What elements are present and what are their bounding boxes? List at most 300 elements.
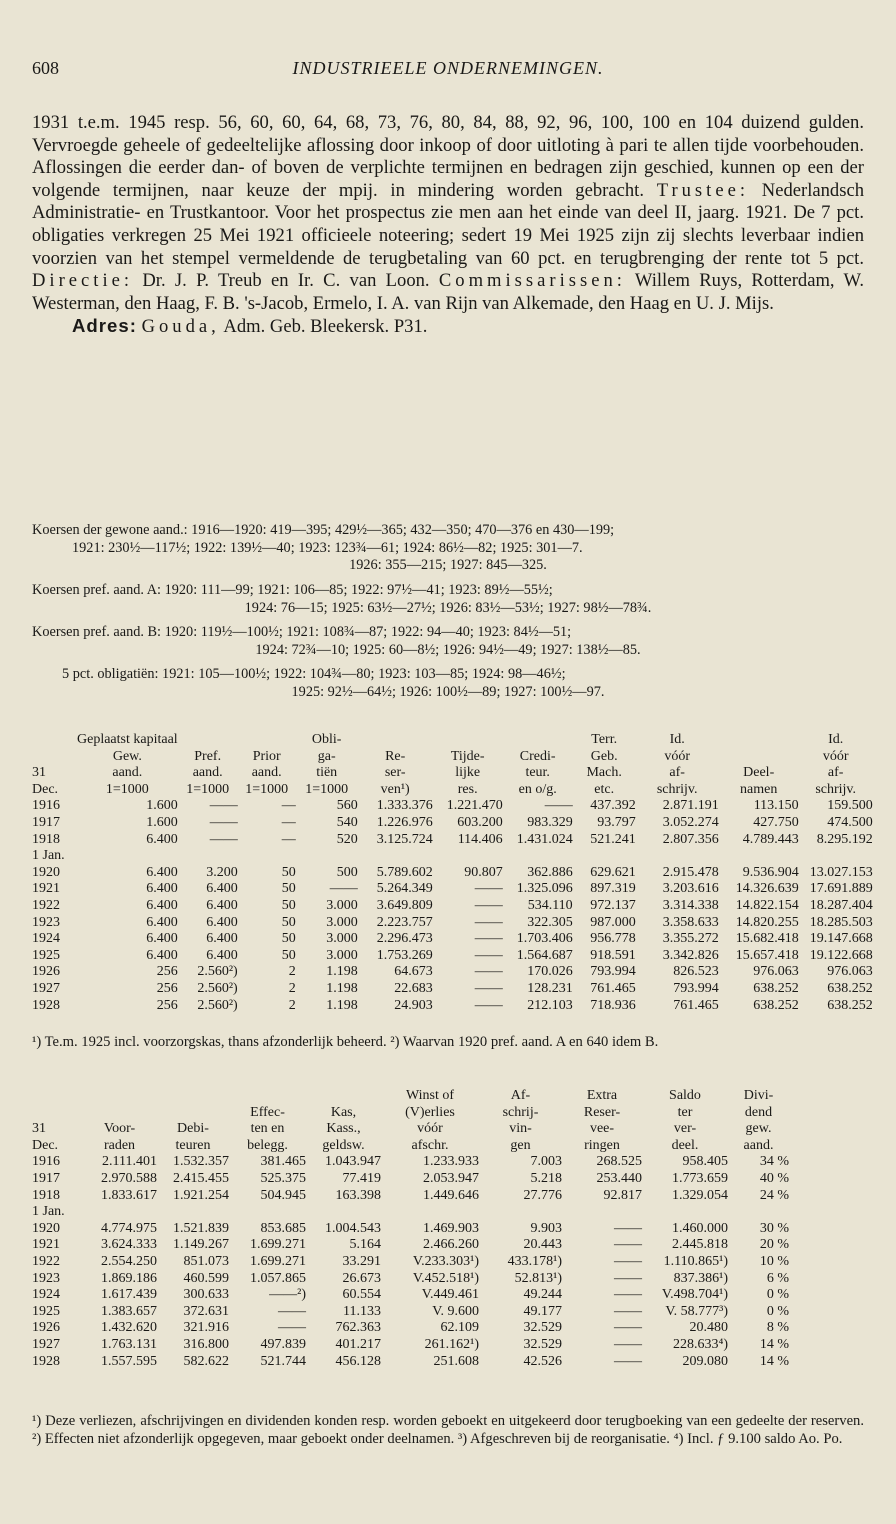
- row-label: 1924: [32, 931, 60, 947]
- header-row: [32, 782, 873, 799]
- table-cell: 17.691.889: [809, 881, 873, 897]
- balance-footnote: [32, 1034, 864, 1052]
- table-row: [32, 948, 873, 965]
- directie-label: Directie:: [32, 270, 134, 292]
- table-cell: 15.657.418: [735, 947, 799, 963]
- table-cell: 1.226.976: [376, 814, 433, 830]
- table-cell: 897.319: [590, 881, 636, 897]
- table-cell: V.233.303¹): [412, 1253, 479, 1269]
- table-cell: 5.218: [530, 1170, 562, 1186]
- table-cell: ——: [209, 798, 238, 814]
- table-row: [32, 998, 873, 1015]
- table-cell: [433, 848, 503, 865]
- table-cell: 6.400: [146, 914, 178, 930]
- table-cell: 427.750: [753, 814, 799, 830]
- table-cell: 3.000: [326, 947, 358, 963]
- header-cell: teur.: [525, 765, 550, 781]
- table-row: [32, 915, 873, 932]
- table-cell: 1.221.470: [446, 798, 503, 814]
- table-cell: 1.703.406: [516, 931, 573, 947]
- table-cell: 762.363: [335, 1320, 381, 1336]
- table-row: [32, 865, 873, 882]
- table-cell: 976.063: [827, 964, 873, 980]
- table-cell: 62.109: [440, 1320, 479, 1336]
- table-cell: 14 %: [759, 1336, 789, 1352]
- row-label: 1917: [32, 1170, 60, 1186]
- table-cell: 2.111.401: [102, 1154, 157, 1170]
- header-cell: vóór: [822, 748, 849, 764]
- adres-rest: Adm. Geb. Bleekersk. P31.: [223, 316, 428, 338]
- table-cell: 2.970.588: [101, 1170, 157, 1186]
- table-cell: 1.460.000: [672, 1220, 728, 1236]
- trustee-label: Trustee:: [656, 179, 750, 201]
- results-table-body: [32, 1154, 789, 1370]
- table-row: [32, 1337, 789, 1354]
- table-cell: 19.147.668: [809, 931, 873, 947]
- table-cell: 90.807: [464, 864, 503, 880]
- header-cell: schrij-: [502, 1104, 539, 1120]
- header-cell: lijke: [455, 765, 481, 781]
- table-cell: 500: [336, 864, 358, 880]
- table-cell: ——: [474, 914, 503, 930]
- table-cell: 34 %: [759, 1154, 789, 1170]
- table-cell: 629.621: [590, 864, 636, 880]
- header-row: [32, 1121, 789, 1138]
- balance-table: [32, 732, 873, 1014]
- table-cell: 1.600: [146, 798, 178, 814]
- table-cell: [157, 1204, 229, 1221]
- row-label: 1917: [32, 814, 60, 830]
- table-cell: 92.817: [603, 1187, 642, 1203]
- table-cell: 8 %: [766, 1320, 789, 1336]
- table-cell: [178, 848, 238, 865]
- table-cell: 638.252: [753, 980, 799, 996]
- table-cell: 77.419: [342, 1170, 381, 1186]
- table-cell: [642, 1204, 728, 1221]
- table-cell: 256: [156, 997, 178, 1013]
- table-cell: 32.529: [523, 1320, 562, 1336]
- table-cell: ——: [209, 831, 238, 847]
- koersen-line: 1921: 230½—117½; 1922: 139½—40; 1923: 123¾—61; 1924: 86½—82; 1925: 301—7.: [72, 539, 583, 556]
- row-label: 1 Jan.: [32, 1204, 65, 1220]
- table-cell: 22.683: [394, 980, 433, 996]
- header-row: [32, 1105, 789, 1122]
- table-cell: 113.150: [753, 798, 799, 814]
- results-footnote: [32, 1413, 864, 1448]
- table-cell: ——: [474, 897, 503, 913]
- table-cell: [503, 848, 573, 865]
- table-cell: 1.432.620: [101, 1320, 157, 1336]
- intro-text-3: Dr. J. P. Treub en Ir. C. van Loon.: [142, 270, 430, 292]
- table-cell: 14 %: [759, 1353, 789, 1369]
- table-cell: ——: [544, 798, 573, 814]
- header-cell: vóór: [664, 748, 691, 764]
- table-cell: 6.400: [146, 947, 178, 963]
- table-cell: 170.026: [527, 964, 573, 980]
- header-cell: [719, 749, 799, 766]
- table-cell: 49.177: [523, 1303, 562, 1319]
- header-cell: vóór: [417, 1121, 443, 1137]
- table-cell: 128.231: [527, 980, 573, 996]
- header-cell: 1=1000: [186, 781, 230, 797]
- header-cell: ser-: [384, 765, 406, 781]
- table-cell: [82, 1204, 157, 1221]
- results-table: [32, 1088, 789, 1370]
- table-cell: 987.000: [590, 914, 636, 930]
- table-cell: 1.333.376: [376, 798, 433, 814]
- table-cell: [799, 848, 873, 865]
- header-cell: [433, 732, 503, 749]
- table-cell: ——: [614, 1336, 642, 1352]
- header-cell: [503, 732, 573, 749]
- table-cell: 159.500: [827, 798, 873, 814]
- header-cell: aand.: [743, 1137, 774, 1153]
- adres-city: Gouda,: [141, 316, 220, 338]
- table-cell: 1.532.357: [173, 1154, 229, 1170]
- table-cell: 40 %: [759, 1170, 789, 1186]
- header-cell: [157, 1105, 229, 1122]
- table-cell: 316.800: [183, 1336, 229, 1352]
- table-cell: 401.217: [335, 1336, 381, 1352]
- table-cell: 525.375: [260, 1170, 306, 1186]
- koersen-line: 1924: 76—15; 1925: 63½—27½; 1926: 83½—53½; 1927: 98½—78¾.: [244, 599, 652, 616]
- koersen-line: Koersen der gewone aand.: 1916—1920: 419—395; 429½—365; 432—350; 470—376 en 430—199;: [32, 522, 615, 538]
- header-cell: 1=1000: [245, 781, 289, 797]
- table-cell: ——: [614, 1253, 642, 1269]
- header-cell: ten en: [250, 1121, 285, 1137]
- running-title: INDUSTRIEELE ONDERNEMINGEN.: [292, 58, 604, 78]
- table-cell: 1.431.024: [516, 831, 573, 847]
- table-cell: 42.526: [523, 1353, 562, 1369]
- header-cell: Reser-: [583, 1104, 621, 1120]
- table-cell: 253.440: [596, 1170, 642, 1186]
- table-cell: 52.813¹): [514, 1270, 562, 1286]
- table-cell: 14.820.255: [735, 914, 799, 930]
- table-cell: 209.080: [682, 1353, 728, 1369]
- table-cell: 520: [336, 831, 358, 847]
- table-cell: 1.600: [146, 814, 178, 830]
- table-cell: [573, 848, 636, 865]
- row-label: 1926: [32, 1320, 60, 1336]
- header-cell: Credi-: [519, 748, 556, 764]
- header-cell: res.: [457, 781, 478, 797]
- header-cell: belegg.: [247, 1137, 288, 1153]
- table-cell: 1.557.595: [101, 1353, 157, 1369]
- koersen-line: 5 pct. obligatiën: 1921: 105—100½; 1922: 104¾—80; 1923: 103—85; 1924: 98—46½;: [62, 666, 566, 682]
- table-cell: ——: [474, 997, 503, 1013]
- row-label: 1922: [32, 897, 60, 913]
- table-cell: 1.004.543: [325, 1220, 381, 1236]
- table-cell: 540: [336, 814, 358, 830]
- table-cell: 30 %: [759, 1220, 789, 1236]
- table-cell: —: [281, 798, 296, 814]
- table-cell: ——: [614, 1287, 642, 1303]
- table-cell: 18.287.404: [809, 897, 873, 913]
- table-cell: 976.063: [753, 964, 799, 980]
- row-label: 1 Jan.: [32, 848, 65, 864]
- footnote-text: ¹) Te.m. 1925 incl. voorzorgskas, thans afzonderlijk beheerd. ²) Waarvan 1920 pref. aand. A en 640 idem B.: [32, 1034, 659, 1050]
- table-cell: 20.443: [523, 1237, 562, 1253]
- table-cell: 6.400: [146, 864, 178, 880]
- table-cell: 1.773.659: [672, 1170, 728, 1186]
- table-cell: 11.133: [343, 1303, 381, 1319]
- header-cell: Pref.: [194, 748, 222, 764]
- table-cell: 2.466.260: [423, 1237, 479, 1253]
- table-cell: 853.685: [260, 1220, 306, 1236]
- table-cell: 24.903: [394, 997, 433, 1013]
- table-cell: ——: [474, 947, 503, 963]
- table-cell: 5.164: [349, 1237, 381, 1253]
- table-cell: 4.789.443: [742, 831, 799, 847]
- header-cell: Geplaatst kapitaal: [77, 732, 178, 747]
- table-cell: 433.178¹): [507, 1253, 562, 1269]
- table-cell: ——: [614, 1353, 642, 1369]
- table-cell: 6.400: [206, 931, 238, 947]
- table-cell: 114.406: [457, 831, 503, 847]
- table-cell: 15.682.418: [735, 931, 799, 947]
- table-cell: 2.807.356: [662, 831, 719, 847]
- header-cell: etc.: [594, 781, 615, 797]
- table-cell: 3.200: [206, 864, 238, 880]
- header-cell: Divi-: [743, 1088, 774, 1103]
- row-label: 1920: [32, 864, 60, 880]
- header-cell: Mach.: [586, 765, 622, 781]
- header-row: [32, 1138, 789, 1155]
- table-cell: ——: [614, 1237, 642, 1253]
- table-cell: 9.536.904: [742, 864, 799, 880]
- header-cell: deel.: [671, 1137, 699, 1153]
- table-cell: 2: [288, 980, 296, 996]
- table-cell: 6 %: [766, 1270, 789, 1286]
- header-cell: [32, 732, 77, 749]
- table-cell: 256: [156, 964, 178, 980]
- header-cell: teuren: [175, 1137, 211, 1153]
- table-cell: 2.223.757: [376, 914, 433, 930]
- table-cell: V.452.518¹): [412, 1270, 479, 1286]
- table-cell: 3.125.724: [376, 831, 433, 847]
- table-cell: 14.822.154: [735, 897, 799, 913]
- table-row: [32, 1287, 789, 1304]
- table-cell: 1.383.657: [101, 1303, 157, 1319]
- table-cell: 2.560²): [197, 980, 238, 996]
- table-cell: 1.833.617: [101, 1187, 157, 1203]
- header-cell: geldsw.: [322, 1137, 365, 1153]
- table-cell: 6.400: [146, 931, 178, 947]
- table-cell: —: [281, 831, 296, 847]
- table-row: [32, 1154, 789, 1171]
- header-cell: raden: [103, 1137, 136, 1153]
- table-row: [32, 964, 873, 981]
- table-cell: 3.000: [326, 897, 358, 913]
- row-label: 1928: [32, 1353, 60, 1369]
- header-cell: 1=1000: [105, 781, 149, 797]
- table-cell: 603.200: [457, 814, 503, 830]
- table-cell: 50: [281, 931, 296, 947]
- koersen-gewone: [32, 522, 864, 575]
- header-cell: 31: [32, 765, 46, 781]
- row-label: 1925: [32, 947, 60, 963]
- table-cell: 2.053.947: [423, 1170, 479, 1186]
- header-cell: Deel-: [743, 765, 775, 781]
- table-cell: 1.869.186: [101, 1270, 157, 1286]
- table-cell: ——: [614, 1270, 642, 1286]
- row-label: 1926: [32, 964, 60, 980]
- table-cell: 6.400: [206, 947, 238, 963]
- table-cell: 6.400: [206, 897, 238, 913]
- table-cell: 582.622: [183, 1353, 229, 1369]
- table-cell: 718.936: [590, 997, 636, 1013]
- table-cell: 49.244: [523, 1287, 562, 1303]
- table-cell: 50: [281, 897, 296, 913]
- table-cell: 60.554: [342, 1287, 381, 1303]
- table-cell: 0 %: [766, 1287, 789, 1303]
- table-cell: 93.797: [597, 814, 636, 830]
- table-cell: 20 %: [759, 1237, 789, 1253]
- table-cell: 50: [281, 864, 296, 880]
- header-row: [32, 749, 873, 766]
- table-cell: 1.043.947: [325, 1154, 381, 1170]
- table-cell: 3.314.338: [662, 897, 719, 913]
- header-cell: Dec.: [32, 781, 59, 797]
- header-cell: Kass.,: [326, 1121, 361, 1137]
- table-cell: 2: [288, 997, 296, 1013]
- header-cell: [306, 1088, 381, 1105]
- balance-table-body: [32, 798, 873, 1014]
- table-cell: 851.073: [183, 1253, 229, 1269]
- table-cell: 228.633⁴): [672, 1336, 728, 1352]
- table-cell: 3.342.826: [662, 947, 719, 963]
- header-cell: [32, 1105, 82, 1122]
- table-cell: 5.264.349: [376, 881, 433, 897]
- table-cell: ——: [614, 1320, 642, 1336]
- table-cell: 2.871.191: [662, 798, 719, 814]
- table-cell: 958.405: [682, 1154, 728, 1170]
- table-cell: 2.560²): [197, 997, 238, 1013]
- header-cell: Effec-: [250, 1104, 285, 1120]
- header-cell: afschr.: [411, 1137, 449, 1153]
- koersen-pref-b: [32, 624, 864, 659]
- table-cell: 918.591: [590, 947, 636, 963]
- table-cell: 638.252: [827, 980, 873, 996]
- table-cell: 64.673: [394, 964, 433, 980]
- header-cell: namen: [740, 781, 778, 797]
- header-cell: 1=1000: [305, 781, 349, 797]
- table-cell: 1.763.131: [101, 1336, 157, 1352]
- table-cell: 1.057.865: [250, 1270, 306, 1286]
- header-cell: vee-: [589, 1121, 615, 1137]
- table-cell: 163.398: [335, 1187, 381, 1203]
- table-cell: 497.839: [260, 1336, 306, 1352]
- table-cell: 2.560²): [197, 964, 238, 980]
- table-cell: 19.122.668: [809, 947, 873, 963]
- header-cell: Debi-: [177, 1121, 209, 1137]
- header-cell: [82, 1088, 157, 1105]
- header-cell: aand.: [251, 765, 282, 781]
- page-number: 608: [32, 58, 59, 78]
- koersen-obligaties: [32, 666, 864, 701]
- table-row: [32, 848, 873, 865]
- table-cell: 50: [281, 947, 296, 963]
- table-row: [32, 981, 873, 998]
- table-cell: 437.392: [590, 798, 636, 814]
- table-cell: 761.465: [673, 997, 719, 1013]
- table-cell: 1.699.271: [250, 1253, 306, 1269]
- koersen-line: Koersen pref. aand. B: 1920: 119½—100½; 1921: 108¾—87; 1922: 94—40; 1923: 84½—51;: [32, 624, 572, 640]
- table-cell: 793.994: [590, 964, 636, 980]
- table-cell: 521.241: [590, 831, 636, 847]
- table-cell: ——: [474, 980, 503, 996]
- table-cell: 638.252: [753, 997, 799, 1013]
- table-row: [32, 1254, 789, 1271]
- table-cell: 1.198: [326, 980, 358, 996]
- table-row: [32, 1237, 789, 1254]
- header-cell: Gew.: [112, 748, 142, 764]
- table-cell: 27.776: [523, 1187, 562, 1203]
- table-cell: ——: [474, 881, 503, 897]
- commissarissen-label: Commissarissen:: [438, 270, 626, 292]
- table-cell: 826.523: [673, 964, 719, 980]
- table-cell: 521.744: [260, 1353, 306, 1369]
- header-cell: [719, 732, 799, 749]
- header-row: [32, 765, 873, 782]
- table-cell: 26.673: [342, 1270, 381, 1286]
- table-cell: 381.465: [260, 1154, 306, 1170]
- table-cell: 1.617.439: [101, 1287, 157, 1303]
- table-cell: 1.110.865¹): [663, 1253, 728, 1269]
- row-label: 1920: [32, 1220, 60, 1236]
- table-row: [32, 1320, 789, 1337]
- table-cell: 2: [288, 964, 296, 980]
- header-cell: en o/g.: [518, 781, 557, 797]
- header-cell: Id.: [669, 732, 685, 747]
- header-cell: Prior: [252, 748, 281, 764]
- koersen-line: 1926: 355—215; 1927: 845—325.: [349, 557, 547, 573]
- row-label: 1928: [32, 997, 60, 1013]
- header-cell: 31: [32, 1121, 46, 1137]
- table-cell: ——: [329, 881, 358, 897]
- table-row: [32, 1271, 789, 1288]
- table-cell: 251.608: [433, 1353, 479, 1369]
- table-cell: 372.631: [183, 1303, 229, 1319]
- table-cell: 5.789.602: [376, 864, 433, 880]
- header-cell: ringen: [584, 1137, 620, 1153]
- row-label: 1916: [32, 798, 60, 814]
- table-cell: 3.052.274: [662, 814, 719, 830]
- table-cell: 761.465: [590, 980, 636, 996]
- table-cell: V. 58.777³): [665, 1303, 728, 1319]
- row-label: 1923: [32, 914, 60, 930]
- table-cell: 7.003: [530, 1154, 562, 1170]
- table-cell: V. 9.600: [432, 1303, 479, 1319]
- table-cell: 1.329.054: [672, 1187, 728, 1203]
- header-cell: aand.: [192, 765, 223, 781]
- header-cell: [82, 1105, 157, 1122]
- table-cell: 3.624.333: [101, 1237, 157, 1253]
- table-cell: ——: [278, 1320, 306, 1336]
- table-cell: 3.000: [326, 931, 358, 947]
- table-cell: 474.500: [827, 814, 873, 830]
- table-cell: 32.529: [523, 1336, 562, 1352]
- table-cell: 212.103: [527, 997, 573, 1013]
- table-row: [32, 1171, 789, 1188]
- table-cell: 8.295.192: [816, 831, 873, 847]
- table-cell: 3.355.272: [662, 931, 719, 947]
- table-cell: 4.774.975: [101, 1220, 157, 1236]
- table-cell: 2.296.473: [376, 931, 433, 947]
- adres-label: Adres:: [72, 315, 137, 337]
- table-cell: 24 %: [759, 1187, 789, 1203]
- table-cell: 6.400: [206, 881, 238, 897]
